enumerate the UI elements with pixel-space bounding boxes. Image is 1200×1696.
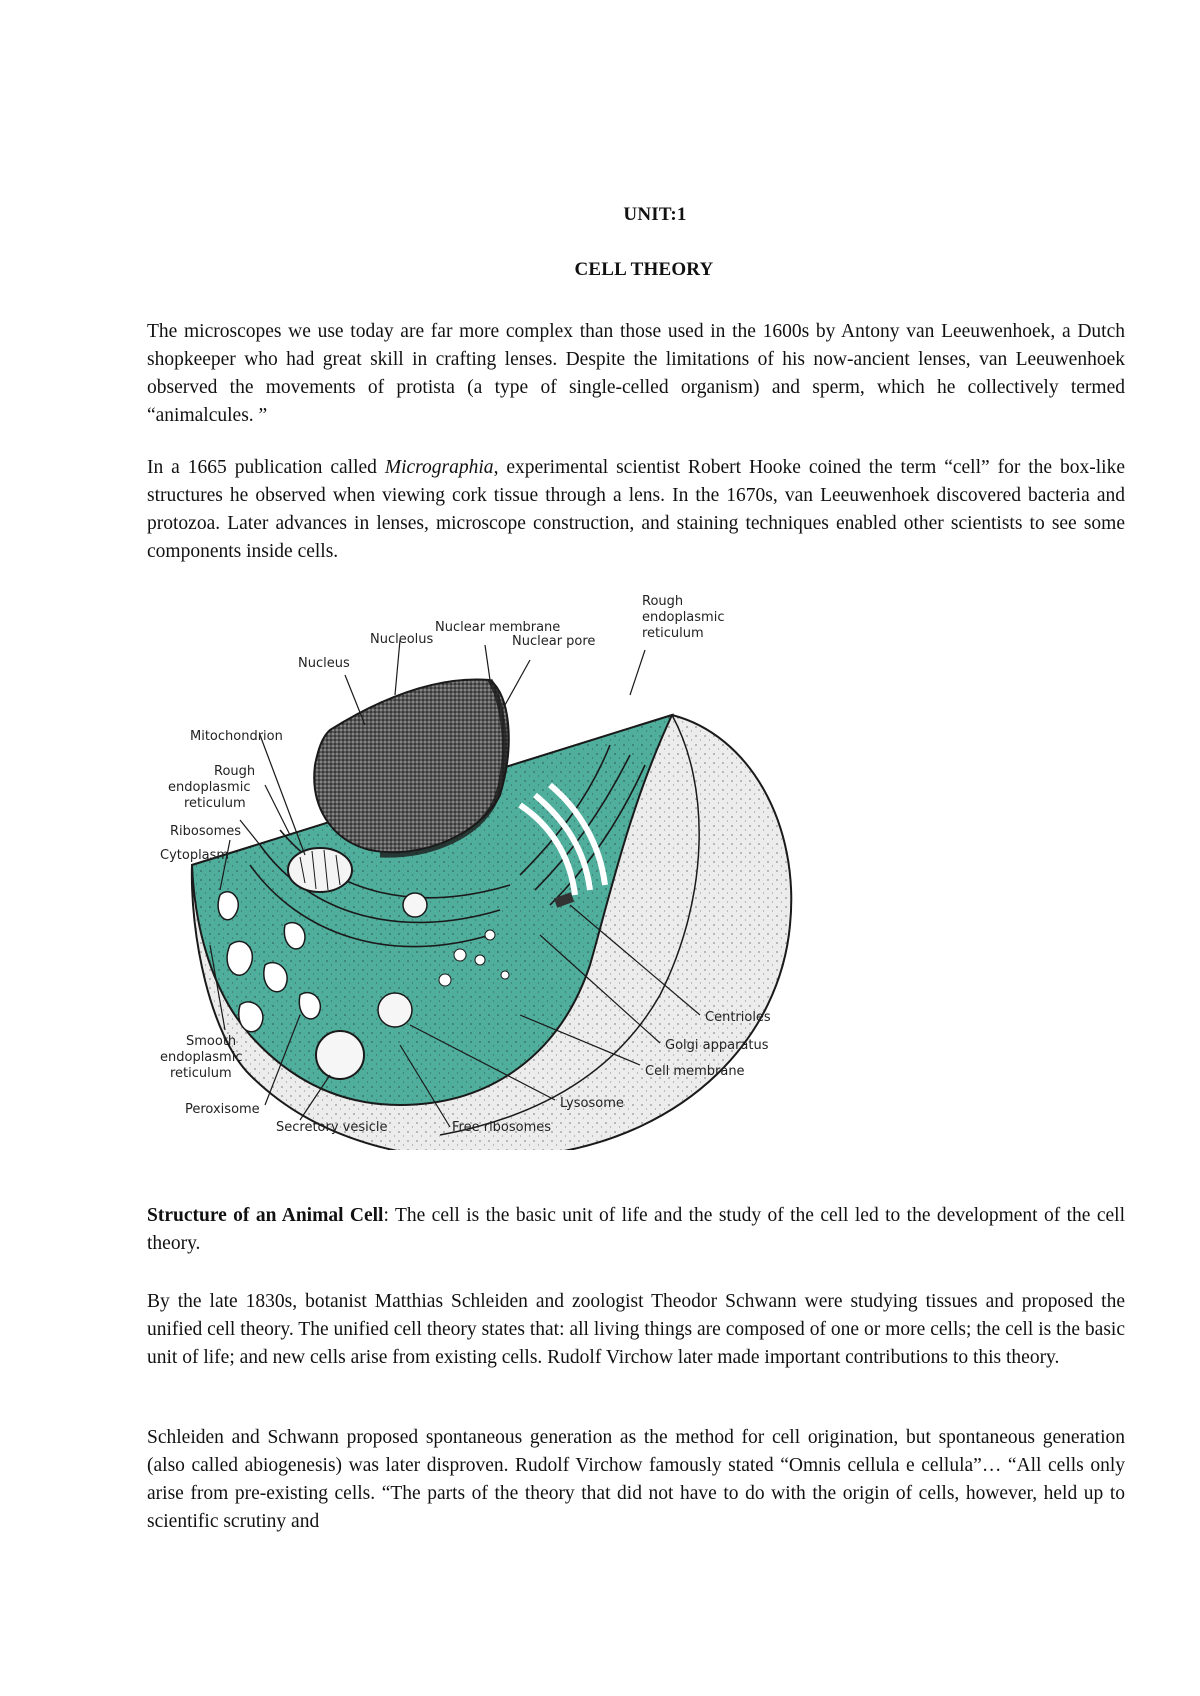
structure-heading: Structure of an Animal Cell (147, 1205, 384, 1226)
paragraph-micrographia (147, 454, 1125, 566)
paragraph-unified-theory: By the late 1830s, botanist Matthias Schleiden and zoologist Theodor Schwann were studying tissues and proposed the unified cell theory. The unified cell theory states that: all living things are composed of one or more cells; the cell is the basic unit of life; and new cells arise from existing cells. Rudolf Virchow later made important contributions to this theory. (147, 1291, 1125, 1368)
paragraph-microscopes: The microscopes we use today are far more complex than those used in the 1600s by Antony van Leeuwenhoek, a Dutch shopkeeper who had great skill in crafting lenses. Despite the limitations of his now-ancient lenses, van Leeuwenhoek observed the movements of protista (a type of single-celled organism) and sperm, which he collectively termed “animalcules. ” (147, 321, 1125, 426)
label-free-ribosomes: Free ribosomes (452, 1120, 552, 1135)
label-golgi-apparatus: Golgi apparatus (665, 1038, 769, 1053)
label-secretory-vesicle: Secretory vesicle (276, 1120, 388, 1135)
label-smooth-er-3: reticulum (170, 1066, 232, 1081)
label-smooth-er-2: endoplasmic (160, 1050, 243, 1065)
label-rough-er-left-2: endoplasmic (168, 780, 251, 795)
p2-text-after: , experimental scientist Robert Hooke coined the term “cell” for the box-like structures he observed when viewing cork tissue through a lens. In the 1670s, van Leeuwenhoek discovered bacteria and protozoa. Later advances in lenses, microscope construction, and staining techniques enabled other scientists to see some components inside cells. (147, 457, 1125, 562)
mitochondrion (288, 848, 352, 892)
label-cell-membrane: Cell membrane (645, 1064, 745, 1079)
label-rough-er-top-3: reticulum (642, 626, 704, 641)
label-peroxisome: Peroxisome (185, 1102, 260, 1117)
label-rough-er-top-1: Rough (642, 594, 684, 609)
label-lysosome: Lysosome (560, 1096, 624, 1111)
label-rough-er-left-1: Rough (214, 764, 256, 779)
label-mitochondrion: Mitochondrion (190, 729, 283, 744)
label-cytoplasm: Cytoplasm (160, 848, 230, 863)
peroxisome (403, 893, 427, 917)
secretory-vesicle (316, 1031, 364, 1079)
lysosome (378, 993, 412, 1027)
micrographia-title: Micrographia (384, 457, 494, 478)
label-rough-er-left-3: reticulum (184, 796, 246, 811)
label-smooth-er-1: Smooth (186, 1034, 237, 1049)
label-ribosomes: Ribosomes (170, 824, 242, 839)
animal-cell-diagram (150, 590, 850, 1150)
p3-text: : The cell is the basic unit of life and the study of the cell led to the development of the cell theory. (147, 1205, 1125, 1254)
label-nucleolus: Nucleolus (370, 632, 434, 647)
label-nuclear-pore: Nuclear pore (512, 634, 596, 649)
paragraph-structure (147, 1202, 1125, 1258)
paragraph-spontaneous-generation: Schleiden and Schwann proposed spontaneous generation as the method for cell origination, but spontaneous generation (also called abiogenesis) was later disproven. Rudolf Virchow famously stated “Omnis cellula e cellula”… “All cells only arise from pre-existing cells. “The parts of the theory that did not have to do with the origin of cells, however, held up to scientific scrutiny and (147, 1427, 1125, 1532)
label-nucleus: Nucleus (298, 656, 350, 671)
label-centrioles: Centrioles (705, 1010, 771, 1025)
label-rough-er-top-2: endoplasmic (642, 610, 725, 625)
label-nuclear-membrane: Nuclear membrane (435, 620, 561, 635)
unit-heading: UNIT:1 (623, 204, 687, 225)
page-title: CELL THEORY (574, 259, 714, 280)
p2-text-before: In a 1665 publication called (147, 457, 385, 478)
